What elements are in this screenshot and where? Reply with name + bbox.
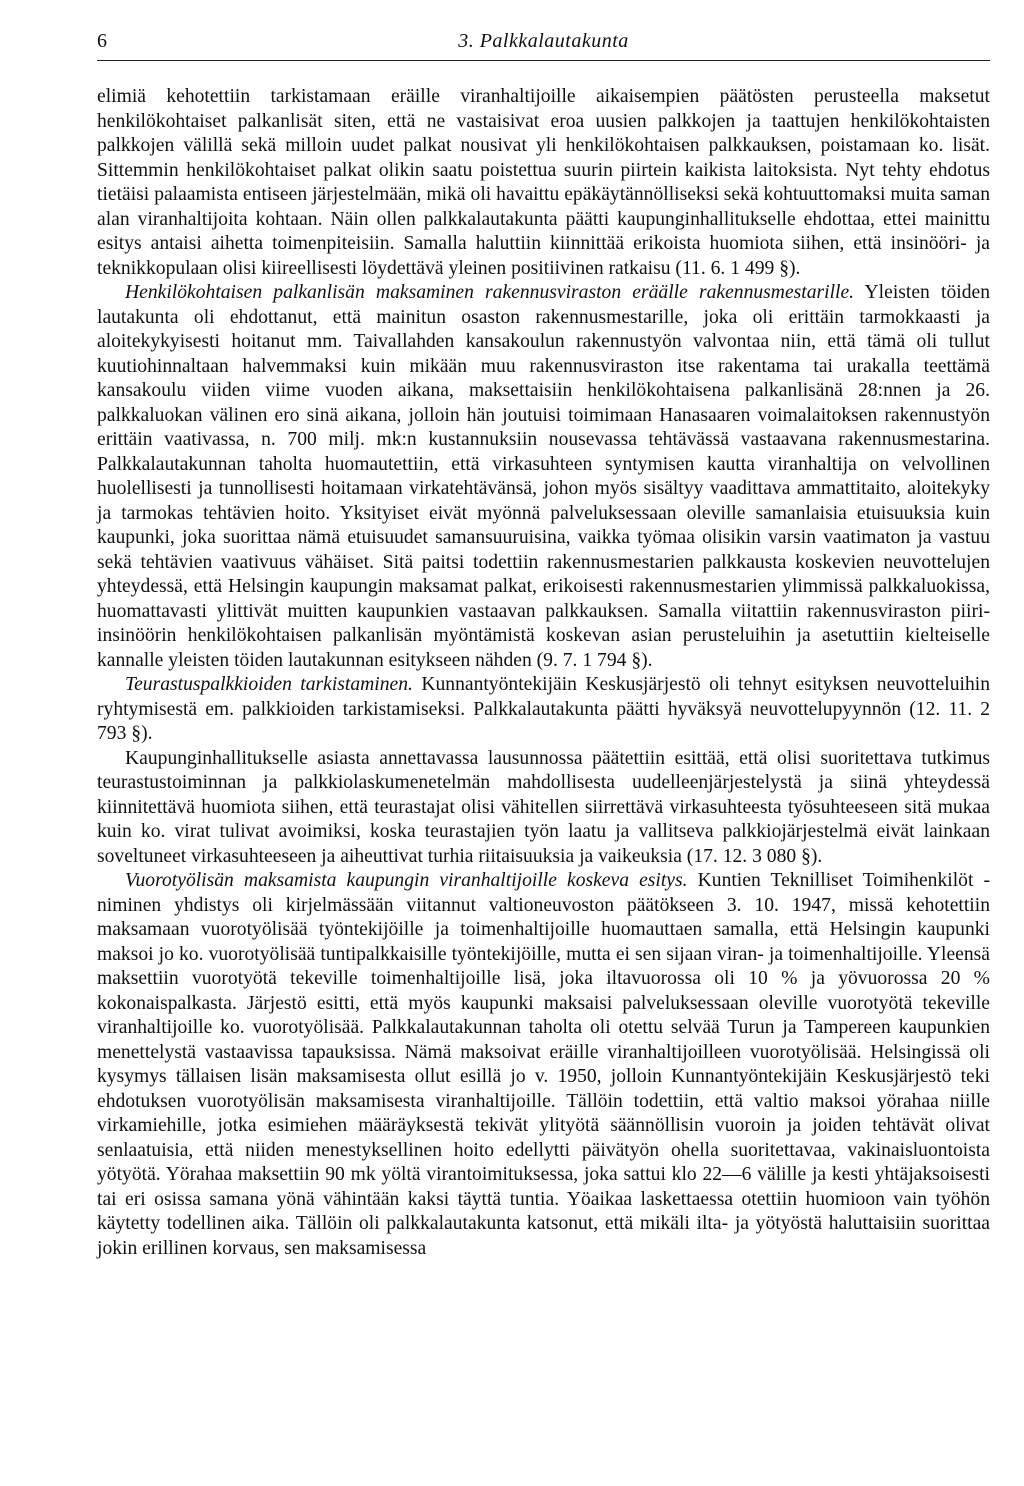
paragraph-5-title: Vuorotyölisän maksamista kaupungin viranhaltijoille koskeva esitys.	[125, 870, 688, 891]
paragraph-5	[97, 869, 990, 1261]
paragraph-3	[97, 673, 990, 747]
paragraph-3-text: Kunnantyöntekijäin Keskusjärjestö oli tehnyt esityksen neuvotteluihin ryhtymisestä em. palkkioiden tarkistamiseksi. Palkkalautakunta päätti hyväksyä neuvottelupyynnön (12. 11. 2 793 §).	[97, 674, 991, 744]
paragraph-4	[97, 747, 990, 870]
paragraph-4-text: Kaupunginhallitukselle asiasta annettavassa lausunnossa päätettiin esittää, että olisi suoritettava tutkimus teurastustoiminnan ja palkkiolaskumenetelmän mahdollisesta uudelleenjärjestelystä ja siinä yhteydessä kiinnitettävä huomiota siihen, että teurastajat olisi vähitellen siirrettävä virkasuhteesta työsuhteeseen sitä mukaa kuin ko. virat tulivat avoimiksi, koska teurastajien työn laatu ja vallitseva palkkiojärjestelmä eivät lainkaan soveltuneet virkasuhteeseen ja aiheuttivat turhia riitaisuuksia ja vaikeuksia (17. 12. 3 080 §).	[97, 747, 990, 867]
paragraph-2-text: Yleisten töiden lautakunta oli ehdottanut, että mainitun osaston rakennusmestarille, joka oli erittäin tarmokkaasti ja aloitekykyisesti hoitanut mm. Taivallahden kansakoulun rakennustyön valvontaa niin, että tämä oli tullut kuutiohinnaltaan halvemmaksi kuin mikään muu rakennusviraston itse rakentama tai urakalla teettämä kansakoulu viiden viime vuoden aikana, maksettaisiin henkilökohtaisena palkanlisänä 28:nnen ja 26. palkkaluokan välinen ero sinä aikana, jolloin hän joutuisi toimimaan Hanasaaren voimalaitoksen rakennustyön erittäin vaativassa, n. 700 milj. mk:n kustannuksiin nousevassa tehtävässä vastaavana rakennusmestarina. Palkkalautakunnan taholta huomautettiin, että virkasuhteen syntymisen kautta viranhaltija on velvollinen huolellisesti ja tunnollisesti hoitamaan virkatehtävänsä, johon myös sisältyy vaadittava ammattitaito, aloitekyky ja tarmokas tehtävien hoito. Yksityiset eivät myönnä palveluksessaan oleville samanlaisia etuisuuksia kuin kaupunki, joka suorittaa nämä etuisuudet samansuuruisina, vaikka työmaa olisikin varsin vaatimaton ja vastuu sekä tehtävien vaativuus vähäiset. Sitä paitsi todettiin rakennusmestarien palkkausta koskevien neuvottelujen yhteydessä, että Helsingin kaupungin maksamat palkat, erikoisesti rakennusmestarien ylimmissä palkkaluokissa, huomattavasti ylittivät muitten kaupunkien vastaavan palkkauksen. Samalla viitattiin rakennusviraston piiri-insinöörin henkilökohtaisen palkanlisän myöntämistä koskevan asian perusteluihin ja asetuttiin kielteiselle kannalle yleisten töiden lautakunnan esitykseen nähden (9. 7. 1 794 §).	[97, 282, 990, 671]
paragraph-3-title: Teurastuspalkkioiden tarkistaminen.	[125, 674, 413, 695]
running-head: 3. Palkkalautakunta	[458, 30, 629, 52]
paragraph-2-title: Henkilökohtaisen palkanlisän maksaminen rakennusviraston eräälle rakennusmestarille.	[125, 282, 855, 303]
page-number: 6	[97, 30, 107, 52]
body-text	[97, 85, 990, 1261]
header-rule	[97, 60, 990, 61]
paragraph-1	[97, 85, 990, 281]
paragraph-1-text: elimiä kehotettiin tarkistamaan eräille viranhaltijoille aikaisempien päätösten perusteella maksetut henkilökohtaiset palkanlisät siten, että ne vastaisivat eroa uusien palkkojen ja taattujen henkilökohtaisten palkkojen välillä sekä milloin uudet palkat nousivat yli henkilökohtaisen palkkauksen, poistamaan ko. lisät. Sittemmin henkilökohtaiset palkat olikin saatu poistettua suurin piirtein kaikista laitoksista. Nyt tehty ehdotus tietäisi palaamista entiseen järjestelmään, mikä oli havaittu epäkäytännölliseksi sekä kohtuuttomaksi muita saman alan viranhaltijoita kohtaan. Näin ollen palkkalautakunta päätti kaupunginhallitukselle ehdottaa, ettei mainittu esitys antaisi aihetta toimenpiteisiin. Samalla haluttiin kiinnittää erikoista huomiota siihen, että insinööri- ja teknikkopulaan olisi kiireellisesti löydettävä yleinen positiivinen ratkaisu (11. 6. 1 499 §).	[97, 86, 990, 279]
paragraph-5-text: Kuntien Teknilliset Toimihenkilöt -niminen yhdistys oli kirjelmässään viitannut valtioneuvoston päätökseen 3. 10. 1947, missä kehotettiin maksamaan vuorotyölisää työntekijöille ja toimenhaltijoille huomauttaen samalla, että Helsingin kaupunki maksoi jo ko. vuorotyölisää tuntipalkkaisille työntekijöille, mutta ei sen sijaan viran- ja toimenhaltijoille. Yleensä maksettiin vuorotyötä tekeville toimenhaltijoille lisä, joka iltavuorossa oli 10 % ja yövuorossa 20 % kokonaispalkasta. Järjestö esitti, että myös kaupunki maksaisi palveluksessaan oleville vuorotyötä tekeville viranhaltijoille ko. vuorotyölisää. Palkkalautakunnan taholta oli otettu selvää Turun ja Tampereen kaupunkien menettelystä vastaavissa tapauksissa. Nämä maksoivat eräille viranhaltijoilleen vuorotyölisää. Helsingissä oli kysymys tällaisen lisän maksamisesta ollut esillä jo v. 1950, jolloin Kunnantyöntekijäin Keskusjärjestö teki ehdotuksen vuorotyölisän maksamisesta viranhaltijoille. Tällöin todettiin, että valtio maksoi yörahaa niille virkamiehille, jotka esimiehen määräyksestä tekivät ylityötä säännöllisin vuoroin ja joiden tehtävät olivat senlaatuisia, että niiden menestyksellinen hoito edellytti päivätyön ohella suoritettavaa, vakinaisluontoista yötyötä. Yörahaa maksettiin 90 mk yöltä virantoimituksessa, joka sattui klo 22—6 välille ja kesti yhtäjaksoisesti tai eri osissa samana yönä vähintään kaksi täyttä tuntia. Yöaikaa laskettaessa otettiin huomioon vain työhön käytetty todellinen aika. Tällöin oli palkkalautakunta katsonut, että mikäli ilta- ja yötyöstä haluttaisiin suorittaa jokin erillinen korvaus, sen maksamisessa	[97, 870, 990, 1259]
page-header	[97, 30, 990, 60]
paragraph-2	[97, 281, 990, 673]
